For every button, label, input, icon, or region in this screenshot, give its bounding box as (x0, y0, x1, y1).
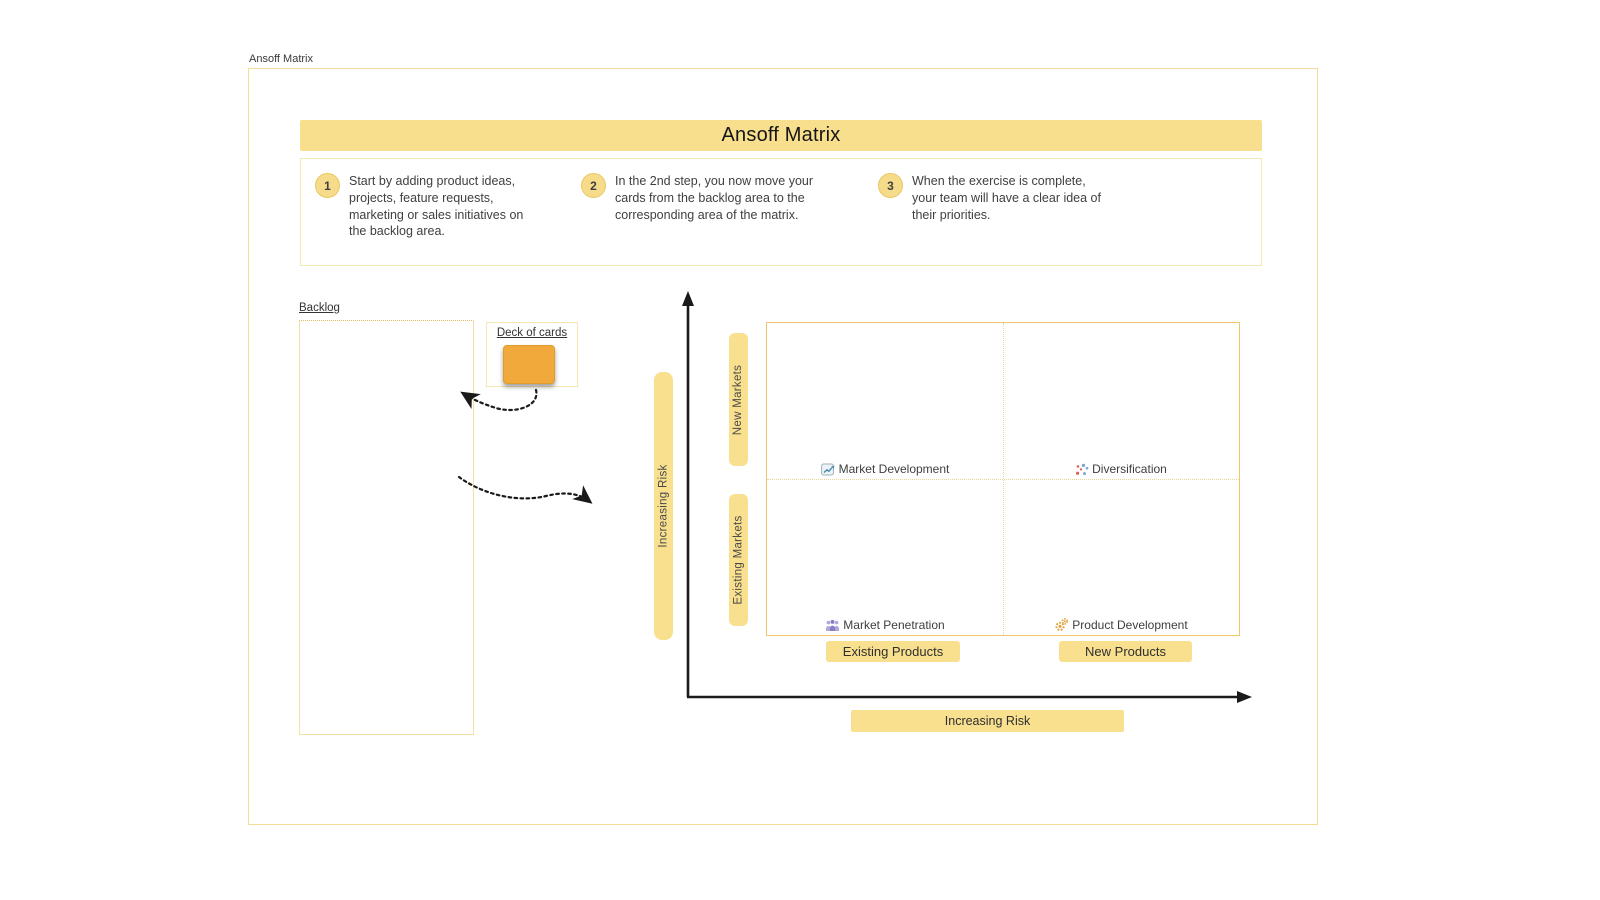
quadrant-diversification[interactable] (1003, 323, 1239, 479)
horizontal-axis-label-bar (851, 710, 1124, 732)
quadrant-product-development[interactable] (1003, 479, 1239, 635)
frame-title[interactable]: Ansoff Matrix (249, 53, 313, 65)
quadrant-label: Product Development (1003, 618, 1239, 632)
instructions-panel (300, 158, 1262, 266)
quadrant-market-penetration[interactable] (767, 479, 1003, 635)
instruction-step-1 (315, 173, 527, 240)
deck-of-cards-area (486, 322, 578, 387)
quadrant-label: Market Penetration (767, 618, 1003, 632)
quadrant-market-development[interactable] (767, 323, 1003, 479)
instruction-step-3 (878, 173, 1104, 223)
step-2-badge: 2 (581, 173, 606, 198)
step-2-text: In the 2nd step, you now move your cards from the backlog area to the corresponding area of the matrix. (615, 174, 814, 222)
step-3-text: When the exercise is complete, your team will have a clear idea of their priorities. (912, 174, 1101, 222)
ansoff-matrix-grid (766, 322, 1240, 636)
vertical-axis-label-bar (654, 372, 673, 640)
step-3-badge: 3 (878, 173, 903, 198)
instruction-step-2 (581, 173, 829, 223)
step-1-badge: 1 (315, 173, 340, 198)
column-label-new-products: New Products (1059, 641, 1192, 662)
horizontal-axis-label: Increasing Risk (944, 714, 1031, 728)
row-label-existing-markets: Existing Markets (729, 494, 748, 626)
step-1-text: Start by adding product ideas, projects, feature requests, marketing or sales initiatives on the backlog area. (349, 174, 524, 239)
quadrant-label: Market Development (767, 462, 1003, 476)
column-label-existing-products: Existing Products (826, 641, 960, 662)
deck-label: Deck of cards (496, 327, 568, 339)
row-label-new-markets: New Markets (729, 333, 748, 466)
scatter-dots-icon (1075, 463, 1089, 476)
backlog-area[interactable] (299, 320, 474, 735)
board-title: Ansoff Matrix (721, 124, 841, 146)
quadrant-label: Diversification (1003, 462, 1239, 476)
chart-up-icon (821, 463, 836, 476)
people-icon (825, 619, 840, 632)
vertical-axis-label: Increasing Risk (657, 464, 670, 548)
draggable-card[interactable] (503, 345, 555, 384)
board-header (300, 120, 1262, 151)
gears-icon (1054, 618, 1069, 632)
backlog-label: Backlog (299, 302, 340, 314)
